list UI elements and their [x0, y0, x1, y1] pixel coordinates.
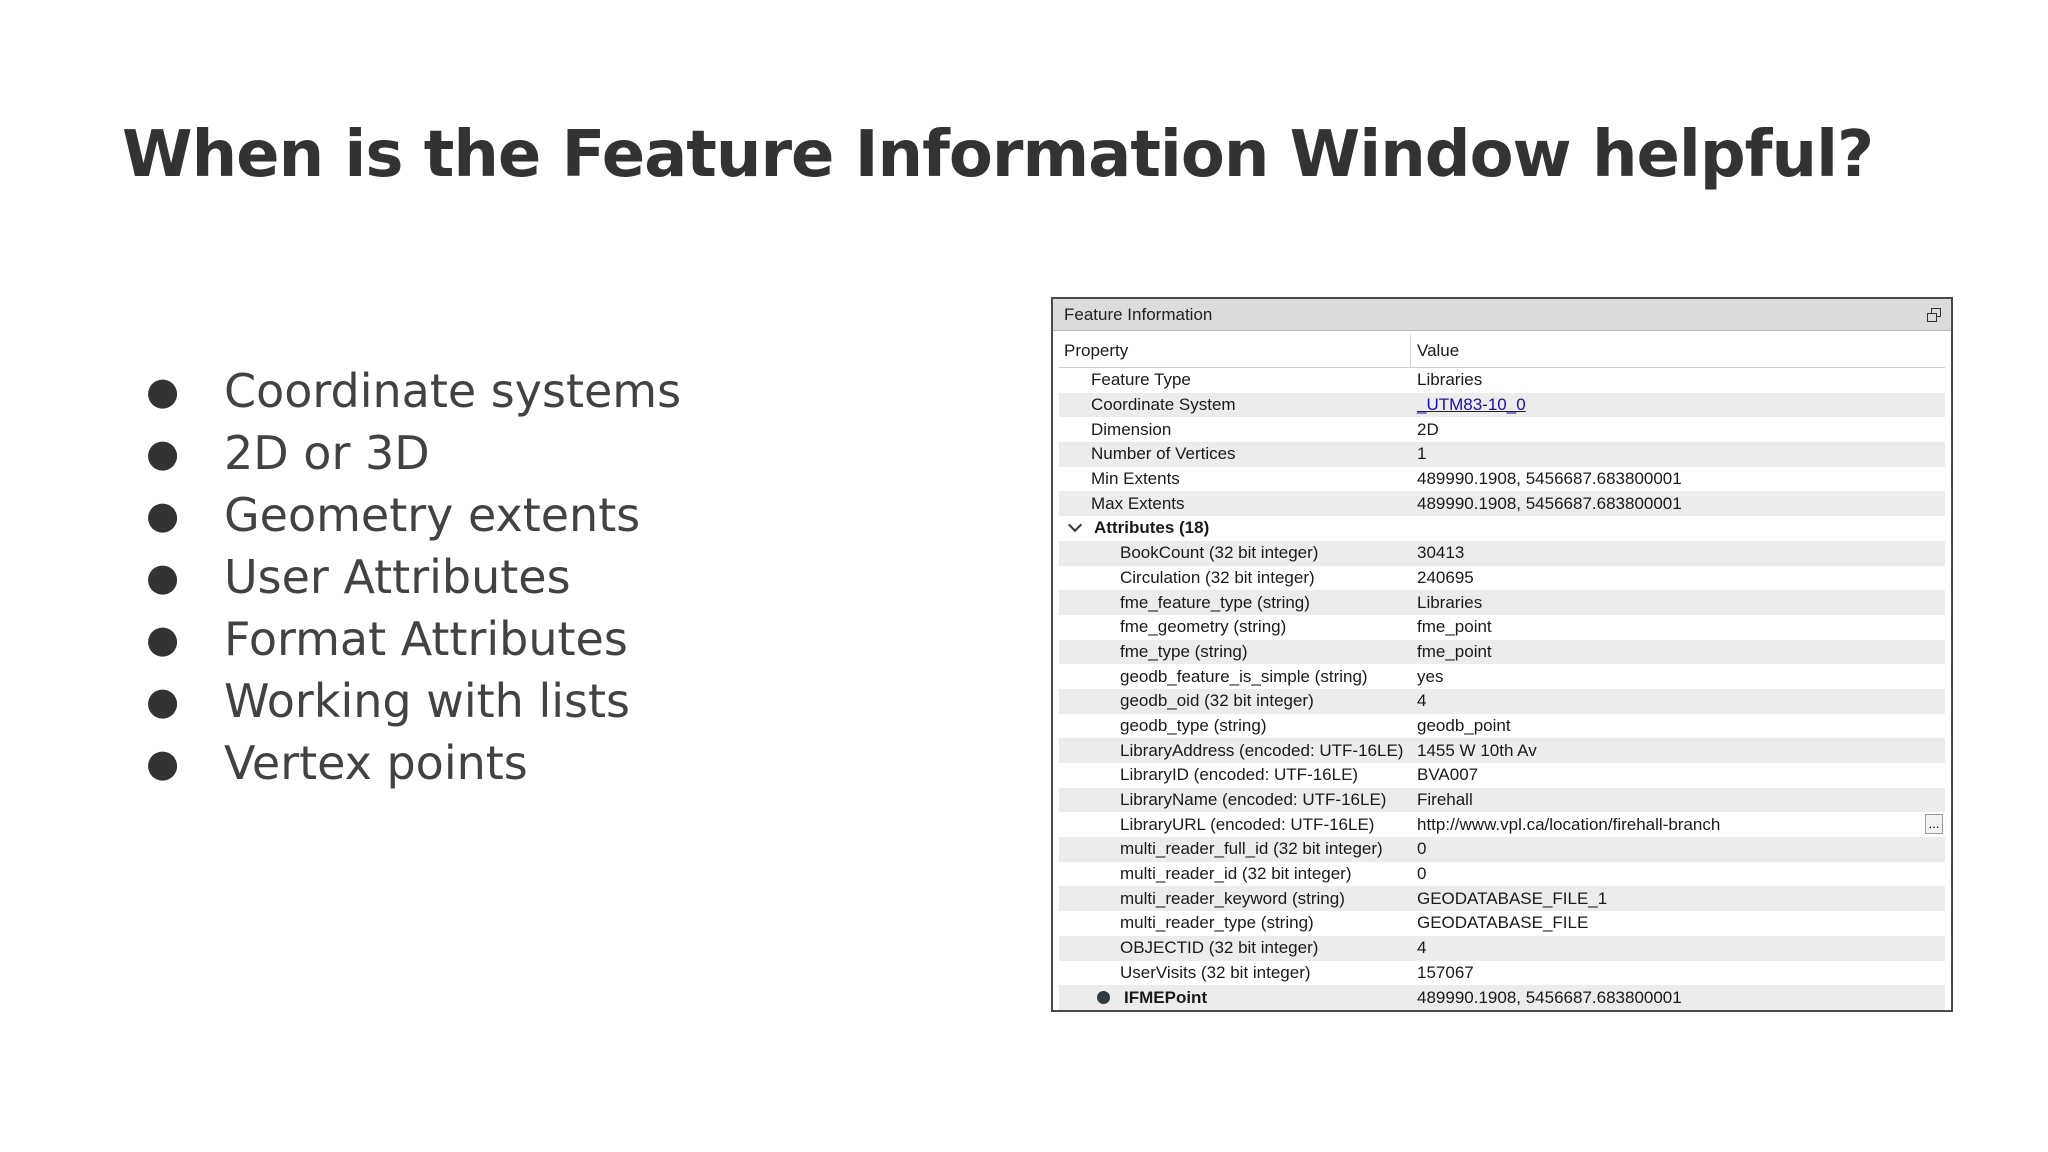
bullet-dot: ● — [146, 679, 180, 723]
value-cell: geodb_point — [1417, 715, 1511, 735]
column-header-property[interactable]: Property — [1059, 335, 1411, 367]
value-cell: yes — [1417, 666, 1444, 686]
attributes-header-text: Attributes (18) — [1094, 518, 1210, 538]
property-cell: Feature Type — [1091, 370, 1191, 390]
value-cell: 157067 — [1417, 962, 1474, 982]
property-cell: Min Extents — [1091, 469, 1180, 489]
value-cell: 0 — [1417, 839, 1427, 859]
table-row[interactable] — [1059, 640, 1945, 665]
property-cell: multi_reader_full_id (32 bit integer) — [1120, 839, 1383, 859]
bullet-item — [146, 608, 681, 670]
bullet-dot: ● — [146, 555, 180, 599]
value-cell: 1455 W 10th Av — [1417, 740, 1537, 760]
table-row[interactable] — [1059, 936, 1945, 961]
table-header — [1059, 335, 1945, 368]
value-cell: 1 — [1417, 444, 1427, 464]
table-row[interactable] — [1059, 714, 1945, 739]
property-cell: geodb_oid (32 bit integer) — [1120, 691, 1314, 711]
column-header-value[interactable]: Value — [1417, 341, 1460, 360]
value-cell: 0 — [1417, 864, 1427, 884]
restore-window-icon[interactable] — [1927, 308, 1941, 322]
bullet-dot: ● — [146, 617, 180, 661]
table-row[interactable] — [1059, 417, 1945, 442]
open-url-button[interactable]: ... — [1925, 814, 1943, 834]
bullet-list — [146, 360, 681, 794]
table-row[interactable] — [1059, 738, 1945, 763]
table-row[interactable] — [1059, 862, 1945, 887]
value-cell: GEODATABASE_FILE — [1417, 913, 1589, 933]
table-row[interactable] — [1059, 491, 1945, 516]
property-table — [1059, 335, 1945, 1006]
property-cell: fme_geometry (string) — [1120, 617, 1287, 637]
table-row[interactable] — [1059, 911, 1945, 936]
property-cell: LibraryAddress (encoded: UTF-16LE) — [1120, 740, 1404, 760]
bullet-item — [146, 422, 681, 484]
value-cell: 489990.1908, 5456687.683800001 — [1417, 987, 1682, 1007]
table-row[interactable] — [1059, 590, 1945, 615]
table-row[interactable] — [1059, 812, 1945, 837]
property-cell: LibraryURL (encoded: UTF-16LE) — [1120, 814, 1375, 834]
value-cell — [1411, 395, 1945, 415]
table-row[interactable] — [1059, 689, 1945, 714]
property-cell: Circulation (32 bit integer) — [1120, 567, 1315, 587]
property-cell: fme_type (string) — [1120, 641, 1248, 661]
attributes-section-row[interactable] — [1059, 516, 1945, 541]
window-title: Feature Information — [1064, 304, 1213, 324]
window-titlebar[interactable] — [1053, 299, 1951, 331]
property-cell: geodb_feature_is_simple (string) — [1120, 666, 1368, 686]
property-cell: Number of Vertices — [1091, 444, 1236, 464]
property-cell: geodb_type (string) — [1120, 715, 1267, 735]
value-cell: fme_point — [1417, 641, 1492, 661]
bullet-text: Working with lists — [224, 674, 630, 728]
bullet-item — [146, 546, 681, 608]
value-cell: BVA007 — [1417, 765, 1479, 785]
property-cell: Max Extents — [1091, 493, 1185, 513]
property-cell: OBJECTID (32 bit integer) — [1120, 938, 1319, 958]
bullet-text: Coordinate systems — [224, 364, 682, 418]
value-cell: 489990.1908, 5456687.683800001 — [1417, 493, 1682, 513]
property-cell: Dimension — [1091, 419, 1172, 439]
table-row[interactable] — [1059, 393, 1945, 418]
table-row[interactable] — [1059, 664, 1945, 689]
property-cell: multi_reader_type (string) — [1120, 913, 1314, 933]
property-cell: multi_reader_keyword (string) — [1120, 888, 1345, 908]
geometry-property-cell — [1059, 988, 1411, 1008]
table-row[interactable] — [1059, 368, 1945, 393]
bullet-text: Format Attributes — [224, 612, 628, 666]
bullet-item — [146, 670, 681, 732]
property-cell: multi_reader_id (32 bit integer) — [1120, 864, 1352, 884]
property-cell: LibraryName (encoded: UTF-16LE) — [1120, 790, 1387, 810]
property-cell: BookCount (32 bit integer) — [1120, 543, 1319, 563]
chevron-down-icon[interactable] — [1068, 518, 1082, 532]
bullet-item — [146, 484, 681, 546]
attributes-section-label — [1059, 518, 1411, 538]
value-cell: 2D — [1417, 419, 1439, 439]
value-cell: Libraries — [1417, 592, 1483, 612]
bullet-text: Vertex points — [224, 736, 528, 790]
property-cell: LibraryID (encoded: UTF-16LE) — [1120, 765, 1359, 785]
table-row[interactable] — [1059, 763, 1945, 788]
table-row[interactable] — [1059, 467, 1945, 492]
property-cell: Coordinate System — [1091, 395, 1236, 415]
value-cell: 30413 — [1417, 543, 1465, 563]
table-row[interactable] — [1059, 788, 1945, 813]
bullet-text: 2D or 3D — [224, 426, 430, 480]
value-cell: fme_point — [1417, 617, 1492, 637]
bullet-dot: ● — [146, 493, 180, 537]
geometry-row[interactable] — [1059, 985, 1945, 1010]
table-row[interactable] — [1059, 442, 1945, 467]
table-row[interactable] — [1059, 566, 1945, 591]
value-cell: http://www.vpl.ca/location/firehall-branch — [1417, 814, 1721, 834]
bullet-text: Geometry extents — [224, 488, 641, 542]
table-row[interactable] — [1059, 615, 1945, 640]
value-cell: 4 — [1417, 691, 1427, 711]
bullet-dot: ● — [146, 369, 180, 413]
feature-information-window — [1051, 297, 1953, 1012]
value-cell: 489990.1908, 5456687.683800001 — [1417, 469, 1682, 489]
value-cell: GEODATABASE_FILE_1 — [1417, 888, 1608, 908]
value-cell: 240695 — [1417, 567, 1474, 587]
geometry-type-text: IFMEPoint — [1124, 987, 1208, 1007]
table-row[interactable] — [1059, 961, 1945, 986]
value-cell: Firehall — [1417, 790, 1473, 810]
bullet-text: User Attributes — [224, 550, 571, 604]
table-row[interactable] — [1059, 886, 1945, 911]
point-geometry-icon — [1097, 991, 1110, 1004]
bullet-item — [146, 732, 681, 794]
slide-title: When is the Feature Information Window helpful? — [122, 118, 1874, 192]
value-cell: Libraries — [1417, 370, 1483, 390]
property-cell: fme_feature_type (string) — [1120, 592, 1310, 612]
property-cell: UserVisits (32 bit integer) — [1120, 962, 1311, 982]
table-row[interactable] — [1059, 541, 1945, 566]
value-cell: 4 — [1417, 938, 1427, 958]
bullet-dot: ● — [146, 741, 180, 785]
table-row[interactable] — [1059, 837, 1945, 862]
bullet-dot: ● — [146, 431, 180, 475]
coordinate-system-link[interactable]: _UTM83-10_0 — [1417, 395, 1526, 415]
bullet-item — [146, 360, 681, 422]
